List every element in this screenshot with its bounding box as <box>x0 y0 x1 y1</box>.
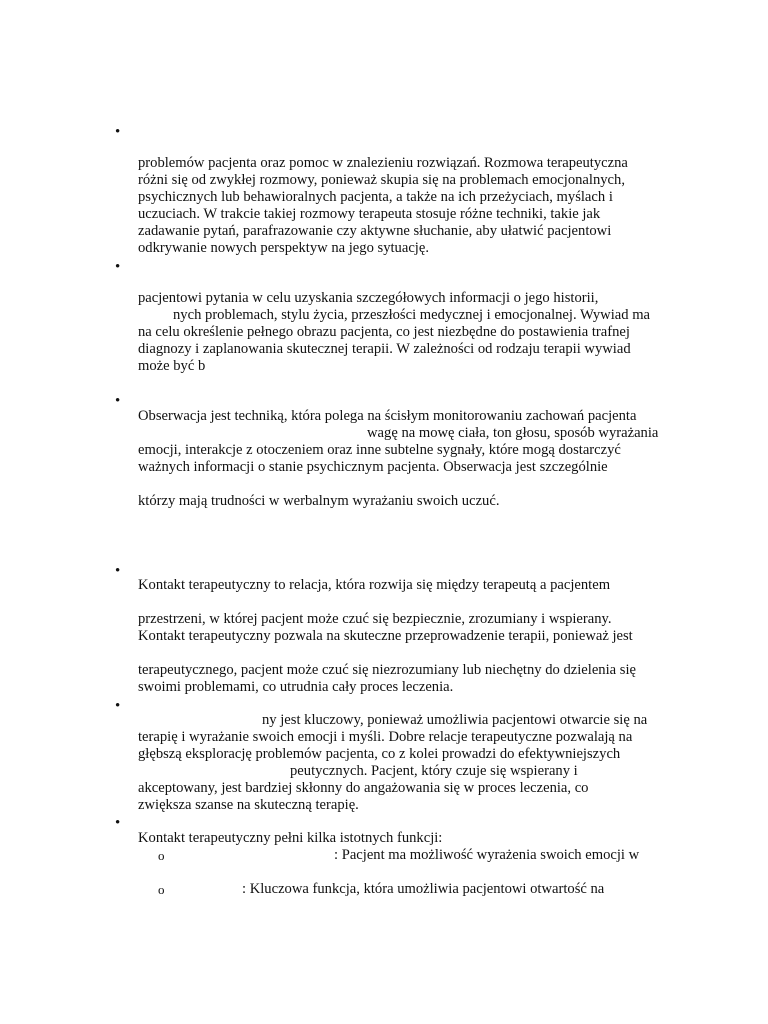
paragraph-line: na celu określenie pełnego obrazu pacjenta, co jest niezbędne do postawienia trafnej <box>138 324 630 340</box>
paragraph-line: ważnych informacji o stanie psychicznym pacjenta. Obserwacja jest szczególnie <box>138 459 608 475</box>
sub-bullet-marker: o <box>158 882 165 897</box>
paragraph-line: Obserwacja jest techniką, która polega na ścisłym monitorowaniu zachowań pacjenta <box>138 408 637 424</box>
paragraph-line: Kontakt terapeutyczny pozwala na skuteczne przeprowadzenie terapii, ponieważ jest <box>138 628 633 644</box>
paragraph-line: diagnozy i zaplanowania skutecznej terapii. W zależności od rodzaju terapii wywiad <box>138 341 631 357</box>
paragraph-line: emocji, interakcje z otoczeniem oraz inne subtelne sygnały, które mogą dostarczyć <box>138 442 621 458</box>
paragraph-line: terapię i wyrażanie swoich emocji i myśli. Dobre relacje terapeutyczne pozwalają na <box>138 729 633 745</box>
paragraph-line: Kontakt terapeutyczny to relacja, która rozwija się między terapeutą a pacjentem <box>138 577 611 593</box>
bullet-marker: • <box>115 815 121 831</box>
paragraph-line: może być b <box>138 358 206 374</box>
sub-bullet-marker: o <box>158 848 165 863</box>
bullet-marker: • <box>115 698 121 714</box>
bullet-marker: • <box>115 124 121 140</box>
paragraph-line: zwiększa szanse na skuteczną terapię. <box>138 797 359 813</box>
paragraph-line: nych problemach, stylu życia, przeszłości medycznej i emocjonalnej. Wywiad ma <box>173 307 651 323</box>
paragraph-line: uczuciach. W trakcie takiej rozmowy terapeuta stosuje różne techniki, takie jak <box>138 206 601 222</box>
paragraph-line: głębszą eksplorację problemów pacjenta, co z kolei prowadzi do efektywniejszych <box>138 746 621 762</box>
paragraph-line: swoimi problemami, co utrudnia cały proces leczenia. <box>138 679 454 695</box>
paragraph-line: akceptowany, jest bardziej skłonny do angażowania się w proces leczenia, co <box>138 780 589 796</box>
sub-list-item: : Kluczowa funkcja, która umożliwia pacjentowi otwartość na <box>242 881 605 897</box>
paragraph-line: pacjentowi pytania w celu uzyskania szczegółowych informacji o jego historii, <box>138 290 599 306</box>
bullet-marker: • <box>115 563 121 579</box>
paragraph-line: wagę na mowę ciała, ton głosu, sposób wyrażania <box>367 425 659 441</box>
paragraph-line: odkrywanie nowych perspektyw na jego sytuację. <box>138 240 429 256</box>
sub-list-item: : Pacjent ma możliwość wyrażenia swoich emocji w <box>334 847 640 863</box>
paragraph-line: peutycznych. Pacjent, który czuje się wspierany i <box>290 763 578 779</box>
bullet-marker: • <box>115 259 121 275</box>
paragraph-line: Kontakt terapeutyczny pełni kilka istotnych funkcji: <box>138 830 443 846</box>
paragraph-line: zadawanie pytań, parafrazowanie czy aktywne słuchanie, aby ułatwić pacjentowi <box>138 223 612 239</box>
paragraph-line: ny jest kluczowy, ponieważ umożliwia pacjentowi otwarcie się na <box>262 712 648 728</box>
paragraph-line: przestrzeni, w której pacjent może czuć się bezpiecznie, zrozumiany i wspierany. <box>138 611 612 627</box>
paragraph-line: problemów pacjenta oraz pomoc w znalezieniu rozwiązań. Rozmowa terapeutyczna <box>138 155 628 171</box>
paragraph-line: różni się od zwykłej rozmowy, ponieważ skupia się na problemach emocjonalnych, <box>138 172 625 188</box>
paragraph-line: którzy mają trudności w werbalnym wyrażaniu swoich uczuć. <box>138 493 500 509</box>
paragraph-line: terapeutycznego, pacjent może czuć się niezrozumiany lub niechętny do dzielenia się <box>138 662 636 678</box>
bullet-marker: • <box>115 393 121 409</box>
paragraph-line: psychicznych lub behawioralnych pacjenta, a także na ich przeżyciach, myślach i <box>138 189 613 205</box>
